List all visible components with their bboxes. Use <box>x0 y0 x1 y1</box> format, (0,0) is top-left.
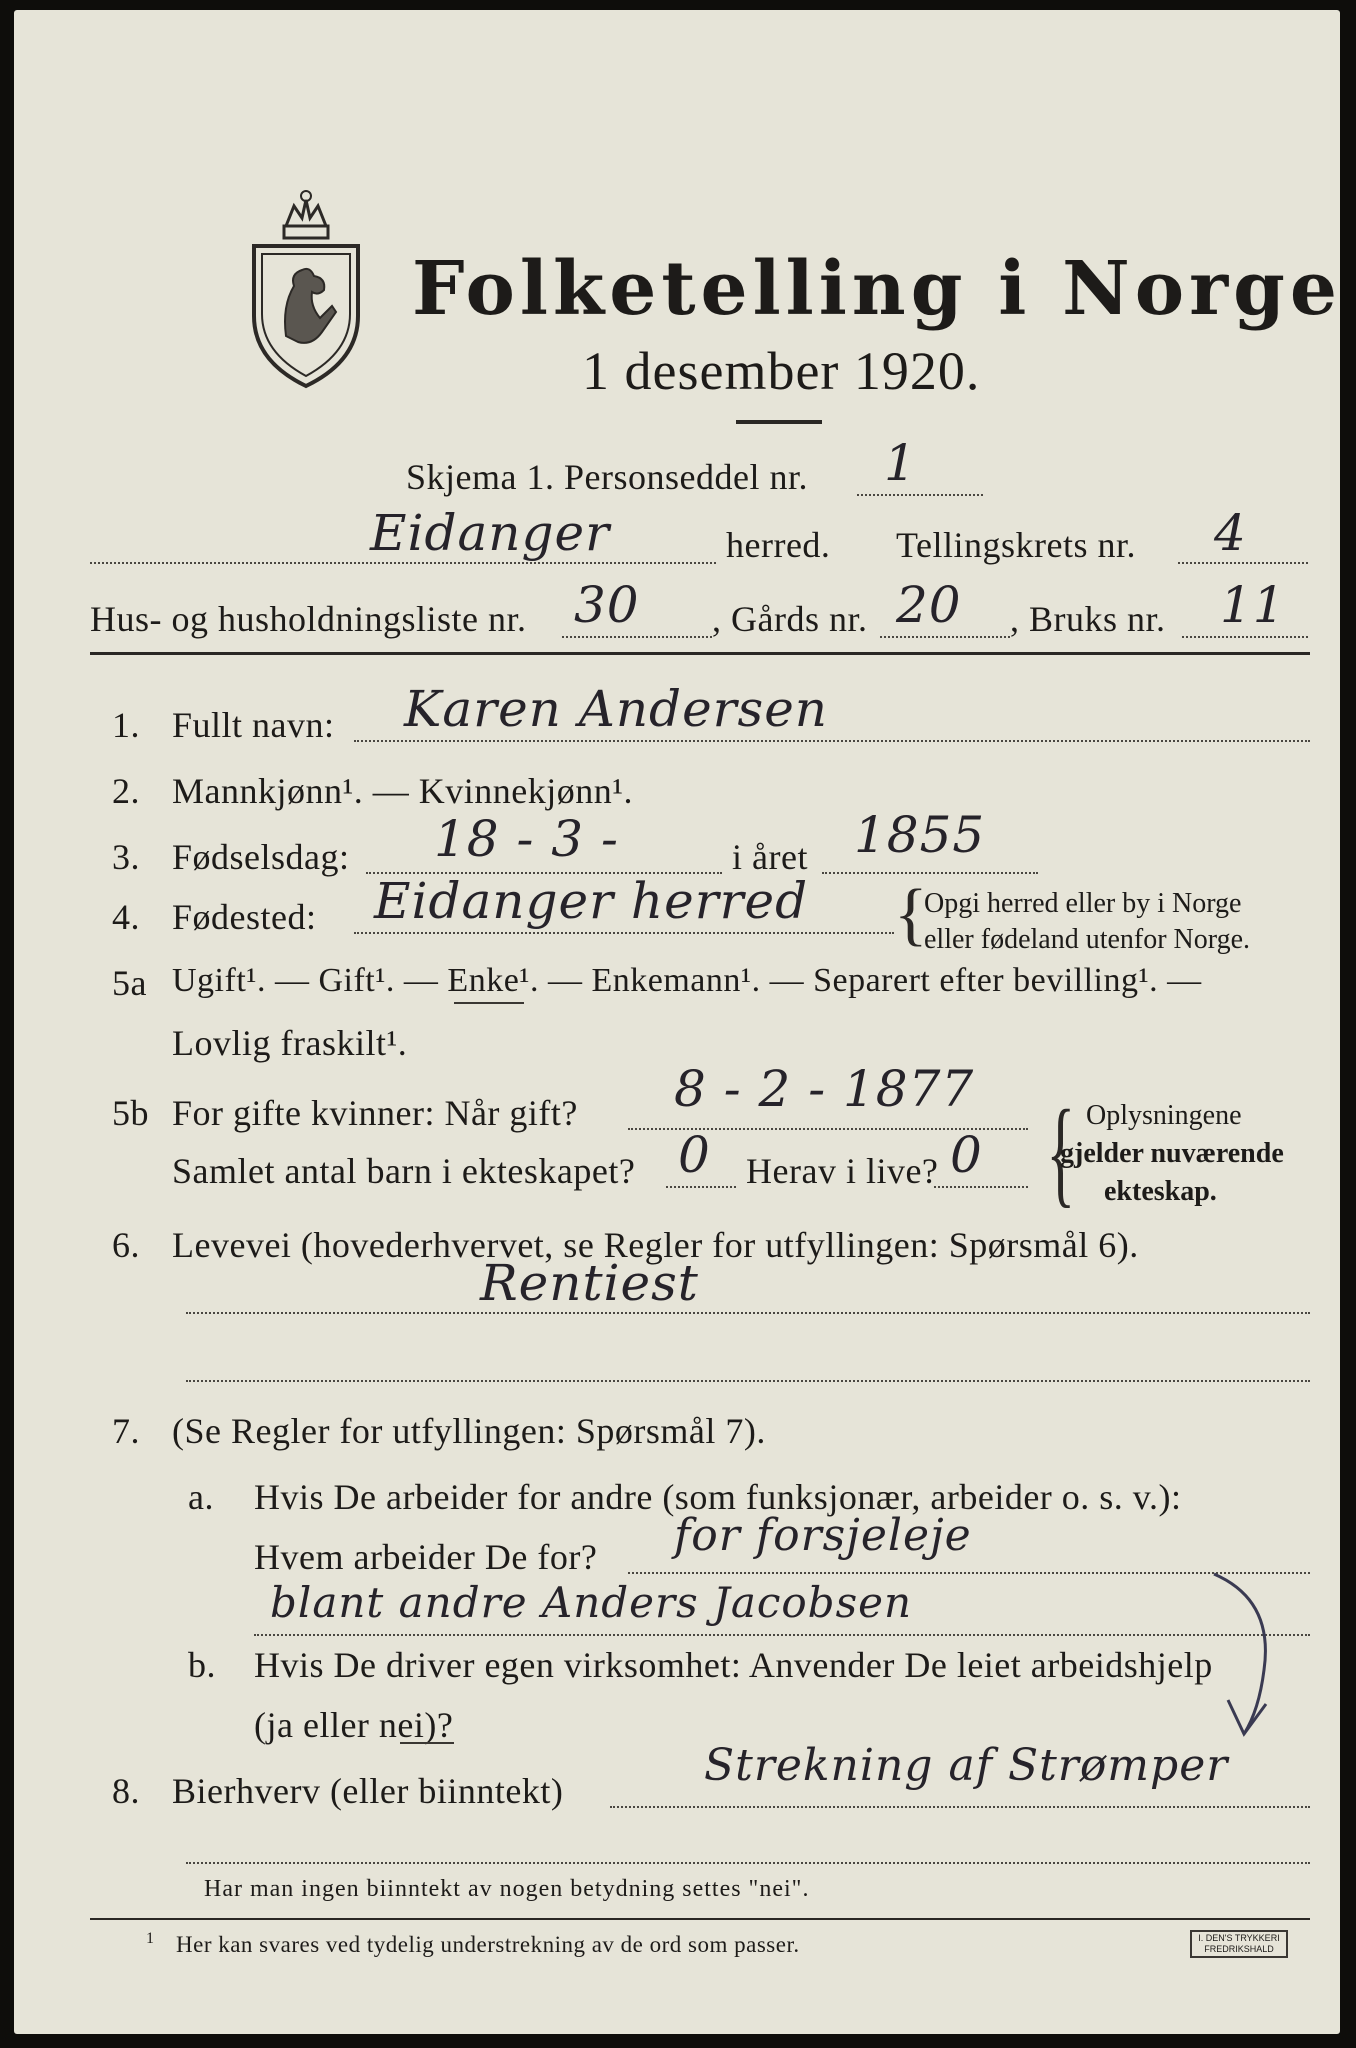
occupation-value: Rentiest <box>480 1254 699 1312</box>
children-value: 0 <box>678 1126 711 1184</box>
q6-number: 6. <box>112 1225 140 1265</box>
marital-status-options: Ugift¹. — Gift¹. — Enke¹. — Enkemann¹. — Separert efter bevilling¹. — <box>172 962 1202 999</box>
tellingskrets-dotline <box>1178 562 1308 564</box>
bruks-label: , Bruks nr. <box>1010 599 1166 639</box>
schema-label: Skjema 1. Personseddel nr. <box>406 457 808 497</box>
q1-label: Fullt navn: <box>172 705 335 745</box>
bruks-value: 11 <box>1220 576 1286 634</box>
census-form-sheet <box>14 10 1340 2034</box>
birth-date-value: 18 - 3 - <box>434 810 619 868</box>
q1-dotline <box>354 740 1310 742</box>
coat-of-arms-icon <box>246 186 366 396</box>
side-income-label: Bierhverv (eller biinntekt) <box>172 1771 564 1811</box>
footnote-mark: 1 <box>146 1930 154 1947</box>
form-title: Folketelling i Norge <box>412 246 1342 332</box>
birth-year-label: i året <box>732 837 808 877</box>
married-date-label: For gifte kvinner: Når gift? <box>172 1093 578 1133</box>
married-date-value: 8 - 2 - 1877 <box>674 1060 975 1118</box>
q3-label: Fødselsdag: <box>172 837 350 877</box>
q7a-question: Hvem arbeider De for? <box>254 1537 598 1577</box>
header-separator <box>90 652 1310 655</box>
gards-label: , Gårds nr. <box>712 599 868 639</box>
children-label: Samlet antal barn i ekteskapet? <box>172 1151 636 1191</box>
birth-year-value: 1855 <box>854 806 986 864</box>
q4-brace: { <box>894 876 928 953</box>
q7a-dotline-2 <box>254 1634 1310 1636</box>
q8-number: 8. <box>112 1771 140 1811</box>
birthplace-value: Eidanger herred <box>374 872 809 930</box>
personseddel-number: 1 <box>884 434 917 492</box>
employer-value-2: blant andre Anders Jacobsen <box>270 1578 913 1627</box>
liste-value: 30 <box>574 576 640 634</box>
enke-underline <box>454 1002 524 1004</box>
liste-dotline <box>562 636 712 638</box>
bruks-dotline <box>1182 636 1308 638</box>
alive-dotline <box>934 1186 1028 1188</box>
q4-dotline <box>354 932 894 934</box>
q5b-number: 5b <box>112 1093 149 1133</box>
q3-number: 3. <box>112 837 140 877</box>
occupation-label: Levevei (hovederhvervet, se Regler for utfyllingen: Spørsmål 6). <box>172 1225 1139 1265</box>
q7a-letter: a. <box>188 1477 214 1517</box>
herred-dotline <box>90 562 716 564</box>
gards-dotline <box>880 636 1010 638</box>
marital-status-options-2: Lovlig fraskilt¹. <box>172 1023 408 1063</box>
title-divider <box>736 420 822 424</box>
q1-number: 1. <box>112 705 140 745</box>
birthplace-note-line2: eller fødeland utenfor Norge. <box>924 924 1251 955</box>
employer-value: for forsjeleje <box>674 1510 972 1561</box>
tellingskrets-label: Tellingskrets nr. <box>896 525 1136 565</box>
q2-number: 2. <box>112 771 140 811</box>
q7b-text: Hvis De driver egen virksomhet: Anvender De leiet arbeidshjelp <box>254 1645 1213 1685</box>
q5a-number: 5a <box>112 963 147 1003</box>
printer-stamp: I. DEN'S TRYKKERI FREDRIKSHALD <box>1190 1930 1288 1958</box>
marriage-note-line1: Oplysningene <box>1086 1100 1242 1131</box>
footer-note: Har man ingen biinntekt av nogen betydning settes "nei". <box>204 1876 810 1902</box>
side-income-value: Strekning af Strømper <box>704 1740 1229 1791</box>
q7b-question: (ja eller nei)? <box>254 1705 454 1745</box>
marriage-note-line3: ekteskap. <box>1104 1176 1217 1207</box>
handwritten-arrow-icon <box>1204 1570 1304 1740</box>
birthplace-note-line1: Opgi herred eller by i Norge <box>924 888 1242 919</box>
q7a-text: Hvis De arbeider for andre (som funksjonær, arbeider o. s. v.): <box>254 1477 1182 1517</box>
q7-number: 7. <box>112 1411 140 1451</box>
q5b-brace: { <box>1046 1085 1076 1218</box>
liste-label: Hus- og husholdningsliste nr. <box>90 599 527 639</box>
q7-label: (Se Regler for utfyllingen: Spørsmål 7). <box>172 1411 766 1451</box>
alive-value: 0 <box>950 1126 983 1184</box>
q4-number: 4. <box>112 897 140 937</box>
gards-value: 20 <box>896 576 962 634</box>
nei-underline <box>400 1742 454 1744</box>
footnote-text: Her kan svares ved tydelig understrekning av de ord som passer. <box>176 1932 800 1957</box>
marriage-note-line2: gjelder nuværende <box>1060 1138 1284 1169</box>
herred-label: herred. <box>726 525 831 565</box>
side-income-dotline <box>610 1806 1310 1808</box>
occupation-dotline-2 <box>186 1380 1310 1382</box>
q8-dotline-2 <box>186 1862 1310 1864</box>
schema-dotline <box>857 494 983 496</box>
gender-options: Mannkjønn¹. — Kvinnekjønn¹. <box>172 771 634 811</box>
form-date: 1 desember 1920. <box>582 341 981 401</box>
occupation-dotline-1 <box>186 1312 1310 1314</box>
q4-label: Fødested: <box>172 897 317 937</box>
children-dotline <box>666 1186 736 1188</box>
q7b-letter: b. <box>188 1645 216 1685</box>
full-name-value: Karen Andersen <box>404 680 829 738</box>
alive-label: Herav i live? <box>746 1151 939 1191</box>
birth-year-dotline <box>822 872 1038 874</box>
footer-separator <box>90 1918 1310 1920</box>
herred-value: Eidanger <box>370 504 611 562</box>
tellingskrets-value: 4 <box>1214 504 1247 562</box>
